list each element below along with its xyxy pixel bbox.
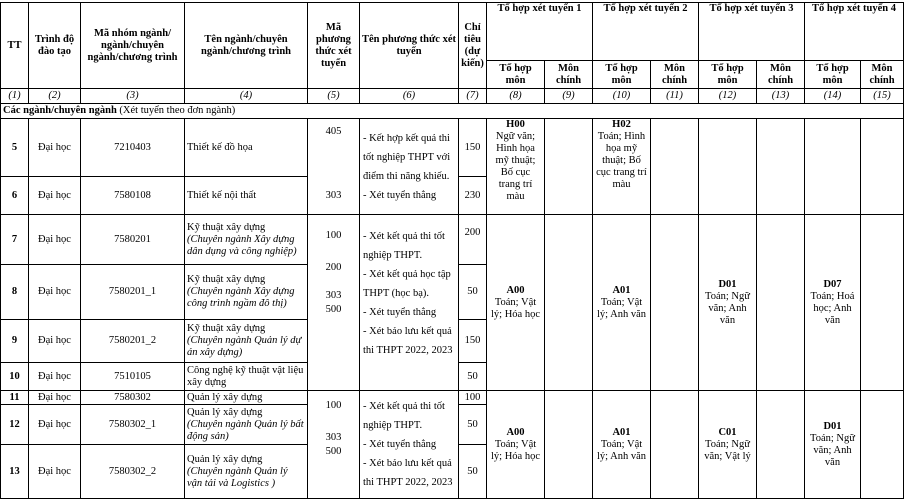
combo-code: A01 (612, 284, 631, 296)
header-combo-subjects-4: Tổ hợp môn (805, 61, 861, 89)
combo2-c (593, 391, 651, 499)
row-tt: 6 (11, 189, 18, 201)
main-subject-empty (757, 215, 805, 391)
row-level: Đại học (29, 405, 81, 445)
combo-code: A00 (506, 284, 525, 296)
method-code: 100 (325, 400, 342, 411)
row-code: 7510105 (81, 363, 185, 391)
header-quota (459, 3, 487, 89)
header-row-1 (1, 3, 904, 61)
col-number: (4) (185, 89, 308, 104)
row-subname: (Chuyên ngành Quản lý dự án xây dựng) (187, 335, 302, 358)
row-code: 7580201_2 (81, 320, 185, 363)
col-number: (7) (459, 89, 487, 104)
row-name-cell (185, 215, 308, 265)
row-tt: 13 (9, 465, 20, 477)
combo-subjects: Toán; Vật lý; Hóa học (491, 438, 540, 462)
combo-code: D01 (718, 278, 737, 290)
combo-subjects: Toán; Hình họa mỹ thuật; Bố cục trang trí màu (596, 131, 647, 190)
header-main-subject-3: Môn chính (757, 61, 805, 89)
row-level: Đại học (29, 445, 81, 499)
header-combo-4: Tổ hợp xét tuyển 4 (805, 3, 904, 61)
combo-subjects: Toán; Ngữ văn; Anh văn (810, 432, 855, 468)
header-main-subject-1: Môn chính (545, 61, 593, 89)
col-number: (2) (29, 89, 81, 104)
table-row (1, 215, 904, 265)
method-code: 405 (325, 126, 342, 137)
group-title: Các ngành/chuyên ngành (3, 105, 117, 116)
row-code: 7580302 (81, 391, 185, 405)
combo-subjects: Toán; Vật lý; Anh văn (597, 296, 646, 320)
row-tt: 7 (11, 233, 18, 245)
header-combo-1: Tổ hợp xét tuyển 1 (487, 3, 593, 61)
col-number: (8) (487, 89, 545, 104)
row-code: 7580302_2 (81, 445, 185, 499)
main-subject-empty (651, 391, 699, 499)
col-number: (10) (593, 89, 651, 104)
row-code: 7580201 (81, 215, 185, 265)
main-subject-empty (757, 391, 805, 499)
main-subject-empty (545, 391, 593, 499)
row-name-cell (185, 405, 308, 445)
row-subname: (Chuyên ngành Quản lý bất động sản) (187, 418, 304, 442)
col-number: (11) (651, 89, 699, 104)
group-note: (Xét tuyển theo đơn ngành) (119, 105, 236, 116)
combo-code: C01 (718, 426, 737, 438)
combo-code: A01 (612, 426, 631, 438)
row-level: Đại học (29, 177, 81, 215)
row-name: Quản lý xây dựng (187, 453, 263, 465)
main-subject-empty (651, 215, 699, 391)
col-number: (14) (805, 89, 861, 104)
combo3-b (699, 215, 757, 391)
row-name: Kỹ thuật xây dựng (187, 221, 266, 233)
header-code: Mã nhóm ngành/ ngành/chuyên ngành/chương trình (81, 3, 185, 89)
table-row (1, 391, 904, 405)
row-quota: 50 (459, 445, 487, 499)
method-code: 500 (325, 304, 342, 315)
combo1-b (487, 215, 545, 391)
row-subname: (Chuyên ngành Xây dựng dân dụng và công nghiệp) (187, 233, 297, 257)
col-number: (9) (545, 89, 593, 104)
header-combo-2: Tổ hợp xét tuyển 2 (593, 3, 699, 61)
combo-code: H00 (506, 119, 525, 130)
combo1-c (487, 391, 545, 499)
method-item: - Xét bảo lưu kết quả thi THPT 2022, 2023 (363, 326, 453, 356)
method-codes-a (308, 119, 360, 215)
method-codes-c (308, 391, 360, 499)
col-number: (1) (1, 89, 29, 104)
admission-table (0, 2, 904, 499)
header-combo-subjects-3: Tổ hợp môn (699, 61, 757, 89)
row-name: Kỹ thuật xây dựng (187, 323, 266, 334)
row-quota: 100 (459, 391, 487, 405)
row-tt: 8 (11, 286, 18, 297)
method-code: 303 (325, 432, 342, 443)
main-subject-empty (545, 119, 593, 215)
row-level: Đại học (29, 265, 81, 320)
method-code: 303 (325, 290, 342, 301)
header-tt: TT (1, 3, 29, 89)
method-code: 100 (325, 230, 342, 241)
header-quota-text: Chỉ tiêu (dự kiến) (461, 21, 484, 69)
col-number: (6) (360, 89, 459, 104)
combo-subjects: Toán; Ngữ văn; Anh văn (705, 290, 750, 326)
row-name: Quản lý xây dựng (185, 391, 308, 405)
row-name-cell (185, 320, 308, 363)
row-tt: 11 (9, 391, 20, 403)
column-number-row (1, 89, 904, 104)
row-level: Đại học (29, 119, 81, 177)
row-tt: 5 (11, 141, 18, 153)
methods-b (360, 215, 459, 391)
method-item: - Xét tuyển thẳng (363, 189, 437, 201)
method-item: - Xét tuyển thẳng (363, 439, 437, 450)
header-combo-subjects-1: Tổ hợp môn (487, 61, 545, 89)
row-subname: (Chuyên ngành Quản lý vận tải và Logistics ) (187, 465, 288, 489)
row-name-cell (185, 265, 308, 320)
combo-code: A00 (506, 426, 525, 438)
main-subject-empty (861, 391, 904, 499)
combo2-a (593, 119, 651, 215)
row-code: 7580201_1 (81, 265, 185, 320)
method-item: - Xét tuyển thẳng (363, 307, 437, 318)
col-number: (13) (757, 89, 805, 104)
header-combo-subjects-2: Tổ hợp môn (593, 61, 651, 89)
row-code: 7580108 (81, 177, 185, 215)
method-item: - Xét kết quả thi tốt nghiệp THPT. (363, 401, 445, 431)
combo3-c (699, 391, 757, 499)
group-heading (1, 104, 904, 119)
header-name: Tên ngành/chuyên ngành/chương trình (185, 3, 308, 89)
group-row (1, 104, 904, 119)
combo-subjects: Toán; Vật lý; Anh văn (597, 438, 646, 462)
row-quota: 230 (459, 177, 487, 215)
method-item: - Xét kết quả thi tốt nghiệp THPT. (363, 231, 445, 261)
col-number: (15) (861, 89, 904, 104)
row-tt: 9 (11, 335, 18, 346)
combo-code: D01 (823, 420, 842, 432)
combo-subjects: Toán; Hoá học; Anh văn (810, 290, 855, 326)
main-subject-empty (545, 215, 593, 391)
combo4-c (805, 391, 861, 499)
combo2-b (593, 215, 651, 391)
combo4-b (805, 215, 861, 391)
combo-subjects: Ngữ văn; Hình họa mỹ thuật; Bố cục trang trí màu (495, 131, 536, 202)
row-name: Quản lý xây dựng (187, 406, 263, 418)
row-subname: (Chuyên ngành Xây dựng công trình ngầm đô thị) (187, 286, 295, 309)
col-number: (5) (308, 89, 360, 104)
row-quota: 50 (459, 405, 487, 445)
row-quota: 50 (459, 363, 487, 391)
main-subject-empty (861, 215, 904, 391)
row-quota: 200 (459, 215, 487, 265)
combo4-empty (805, 119, 861, 215)
combo-code: H02 (612, 119, 631, 130)
main-subject-empty (861, 119, 904, 215)
combo3-empty (699, 119, 757, 215)
row-name: Thiết kế nội thất (185, 177, 308, 215)
row-code: 7210403 (81, 119, 185, 177)
row-quota: 150 (459, 320, 487, 363)
col-number: (12) (699, 89, 757, 104)
table-row (1, 119, 904, 177)
row-level: Đại học (29, 391, 81, 405)
method-code: 200 (325, 262, 342, 273)
main-subject-empty (757, 119, 805, 215)
combo-subjects: Toán; Vật lý; Hóa học (491, 296, 540, 320)
row-quota: 150 (459, 119, 487, 177)
method-item: - Kết hợp kết quả thi tốt nghiệp THPT với điểm thi năng khiếu. (363, 132, 451, 182)
method-codes-b (308, 215, 360, 391)
row-name-cell (185, 445, 308, 499)
method-code: 303 (325, 190, 342, 201)
row-level: Đại học (29, 363, 81, 391)
row-tt: 12 (9, 418, 20, 430)
header-main-subject-4: Môn chính (861, 61, 904, 89)
row-name: Công nghệ kỹ thuật vật liệu xây dựng (185, 363, 308, 391)
combo1-a (487, 119, 545, 215)
row-name: Thiết kế đồ họa (185, 119, 308, 177)
combo-code: D07 (823, 278, 842, 290)
header-level: Trình độ đào tạo (29, 3, 81, 89)
method-item: - Xét kết quả học tập THPT (học bạ). (363, 269, 451, 299)
col-number: (3) (81, 89, 185, 104)
methods-a (360, 119, 459, 215)
row-name: Kỹ thuật xây dựng (187, 274, 266, 285)
header-method-code: Mã phương thức xét tuyển (308, 3, 360, 89)
header-combo-3: Tổ hợp xét tuyển 3 (699, 3, 805, 61)
header-method-name: Tên phương thức xét tuyển (360, 3, 459, 89)
header-main-subject-2: Môn chính (651, 61, 699, 89)
row-code: 7580302_1 (81, 405, 185, 445)
method-item: - Xét bảo lưu kết quả thi THPT 2022, 2023 (363, 458, 453, 488)
row-level: Đại học (29, 215, 81, 265)
row-level: Đại học (29, 320, 81, 363)
row-quota: 50 (459, 265, 487, 320)
row-tt: 10 (9, 370, 20, 382)
method-code: 500 (325, 446, 342, 457)
methods-c (360, 391, 459, 499)
combo-subjects: Toán; Ngữ văn; Vật lý (704, 438, 751, 462)
main-subject-empty (651, 119, 699, 215)
